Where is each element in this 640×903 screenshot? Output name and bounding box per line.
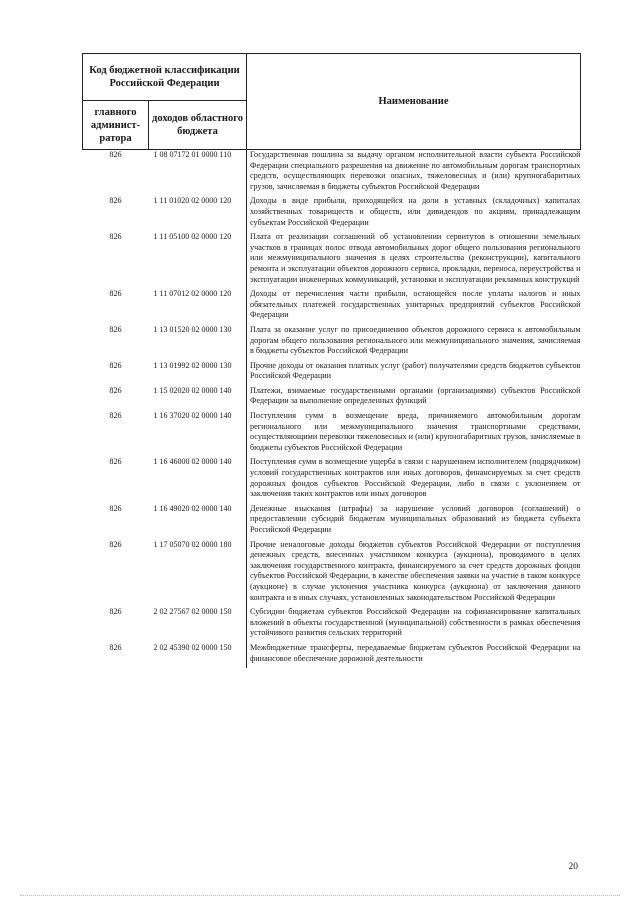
table-row	[83, 504, 581, 540]
income-code-cell: 1 11 05100 02 0000 120	[153, 232, 232, 242]
income-code-cell: 2 02 27567 02 0000 150	[153, 607, 232, 617]
table-row	[83, 643, 581, 668]
income-code-cell: 1 13 01992 02 0000 130	[153, 360, 232, 370]
income-name-cell: Плата за оказание услуг по присоединению объектов дорожного сервиса к автомобильным дорогам общего пользования регионального или межмуниципального значения, зачисляемая в бюджеты субъектов Российской Федерации	[247, 325, 581, 361]
income-code-cell: 1 11 07012 02 0000 120	[153, 289, 232, 299]
income-name-cell: Поступления сумм в возмещение вреда, причиняемого автомобильным дорогам регионального или межмуниципального значения транспортными средствами, осуществляющими перевозки тяжеловесных и (или) крупногабаритных грузов, зачисляемые в бюджеты субъектов Российской Федерации	[247, 411, 581, 457]
income-code-cell: 1 17 05070 02 0000 180	[153, 539, 232, 549]
header-main-administrator: главного админист-ратора	[83, 101, 149, 150]
income-code-cell: 1 16 46000 02 0000 140	[153, 457, 232, 467]
income-code-cell: 1 11 01020 02 0000 120	[153, 196, 232, 206]
income-code-cell: 1 16 49020 02 0000 140	[153, 503, 232, 513]
table-row	[83, 411, 581, 457]
admin-code-cell: 826	[109, 457, 122, 467]
page-number: 20	[568, 862, 578, 872]
table-header	[83, 54, 581, 150]
scan-edge-line	[20, 895, 620, 896]
budget-classification-table	[82, 53, 581, 668]
income-name-cell: Доходы от перечисления части прибыли, остающейся после уплаты налогов и иных обязательных платежей государственных унитарных предприятий субъектов Российской Федерации	[247, 289, 581, 325]
table-row	[83, 361, 581, 386]
header-budget-code-group: Код бюджетной классификации Российской Федерации	[83, 54, 247, 101]
table-body	[83, 150, 581, 669]
income-code-cell: 1 08 07172 01 0000 110	[153, 150, 232, 159]
admin-code-cell: 826	[109, 503, 122, 513]
income-name-cell: Платежи, взимаемые государственными органами (организациями) субъектов Российской Федерации за выполнение определенных функций	[247, 386, 581, 411]
table-row	[83, 196, 581, 232]
income-name-cell: Государственная пошлина за выдачу органом исполнительной власти субъекта Российской Федерации специального разрешения на движение по автомобильным дорогам транспортных средств, осуществляющих перевозки опасных, тяжеловесных и (или) крупногабаритных грузов, зачисляемая в бюджеты субъектов Российской Федерации	[247, 150, 581, 197]
table-row	[83, 457, 581, 503]
income-name-cell: Плата от реализации соглашений об установлении сервитутов в отношении земельных участков в границах полос отвода автомобильных дорог общего пользования регионального или межмуниципального значения в целях строительства (реконструкции), капитального ремонта и эксплуатации объектов дорожного сервиса, прокладки, переноса, переустройства и эксплуатации инженерных коммуникаций, установки и эксплуатации рекламных конструкций	[247, 232, 581, 289]
table-row	[83, 150, 581, 197]
admin-code-cell: 826	[109, 360, 122, 370]
table-row	[83, 540, 581, 608]
admin-code-cell: 826	[109, 642, 122, 652]
income-name-cell: Доходы в виде прибыли, приходящейся на доли в уставных (складочных) капиталах хозяйственных товариществ и обществ, или дивидендов по акциям, принадлежащим субъектам Российской Федерации	[247, 196, 581, 232]
income-name-cell: Прочие доходы от оказания платных услуг (работ) получателями средств бюджетов субъектов Российской Федерации	[247, 361, 581, 386]
admin-code-cell: 826	[109, 539, 122, 549]
admin-code-cell: 826	[109, 232, 122, 242]
table-row	[83, 325, 581, 361]
income-code-cell: 1 13 01520 02 0000 130	[153, 324, 232, 334]
income-name-cell: Прочие неналоговые доходы бюджетов субъектов Российской Федерации от поступления денежных средств, внесенных участником конкурса (аукциона), проводимого в целях заключения государственного контракта, финансируемого за счет средств дорожных фондов субъектов Российской Федерации, в качестве обеспечения заявки на участие в таком конкурсе (аукционе) в случае уклонения участника конкурса (аукциона) от заключения данного контракта и в иных случаях, установленных законодательством Российской Федерации	[247, 540, 581, 608]
table-row	[83, 607, 581, 643]
admin-code-cell: 826	[109, 150, 122, 159]
income-name-cell: Межбюджетные трансферты, передаваемые бюджетам субъектов Российской Федерации на финансовое обеспечение дорожной деятельности	[247, 643, 581, 668]
header-name: Наименование	[247, 54, 581, 150]
header-regional-budget-income: доходов областного бюджета	[149, 101, 247, 150]
income-name-cell: Субсидии бюджетам субъектов Российской Федерации на софинансирование капитальных вложений в объекты государственной (муниципальной) собственности в рамках обеспечения устойчивого развития сельских территорий	[247, 607, 581, 643]
admin-code-cell: 826	[109, 385, 122, 395]
income-code-cell: 1 16 37020 02 0000 140	[153, 411, 232, 421]
table-row	[83, 232, 581, 289]
income-code-cell: 1 15 02020 02 0000 140	[153, 385, 232, 395]
admin-code-cell: 826	[109, 196, 122, 206]
admin-code-cell: 826	[109, 411, 122, 421]
income-name-cell: Денежные взыскания (штрафы) за нарушение условий договоров (соглашений) о предоставлении субсидий бюджетам муниципальных образований из бюджета субъекта Российской Федерации	[247, 504, 581, 540]
income-name-cell: Поступления сумм в возмещение ущерба в связи с нарушением исполнителем (подрядчиком) условий государственных контрактов или иных договоров, финансируемых за счет средств дорожных фондов субъектов Российской Федерации, либо в связи с уклонением от заключения таких контрактов или иных договоров	[247, 457, 581, 503]
admin-code-cell: 826	[109, 324, 122, 334]
admin-code-cell: 826	[109, 607, 122, 617]
income-code-cell: 2 02 45390 02 0000 150	[153, 642, 232, 652]
table-row	[83, 289, 581, 325]
table-row	[83, 386, 581, 411]
admin-code-cell: 826	[109, 289, 122, 299]
